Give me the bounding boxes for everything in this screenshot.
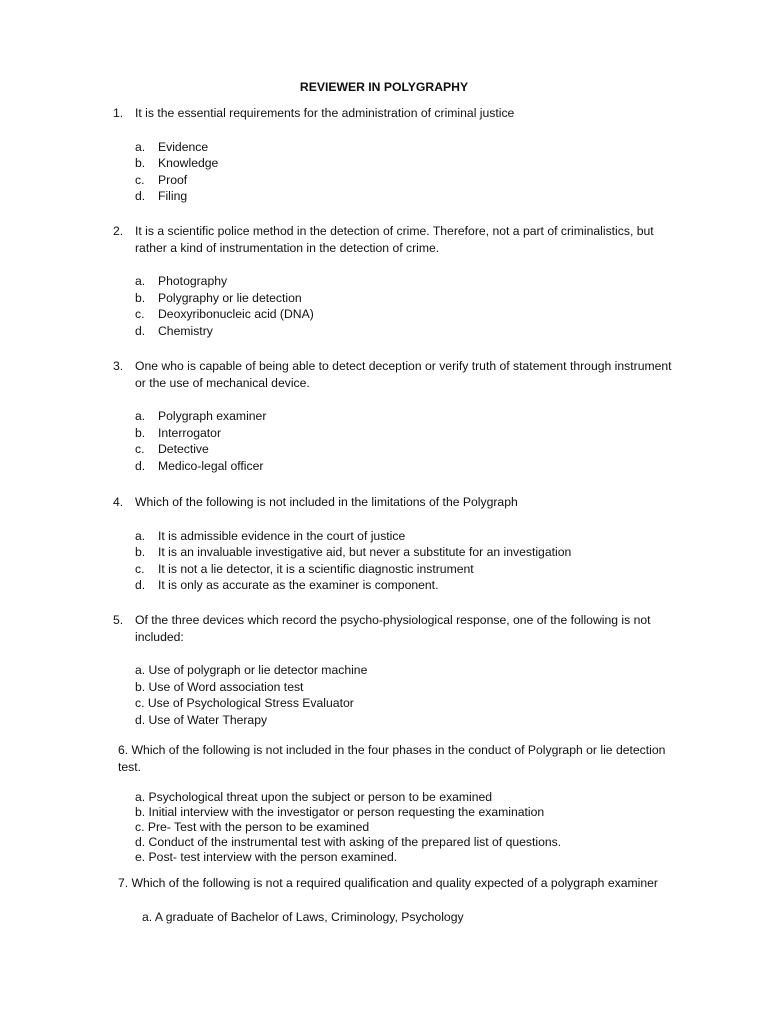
option-text: Medico-legal officer bbox=[158, 458, 264, 473]
option-letter: c. bbox=[135, 307, 145, 321]
option-list bbox=[135, 662, 683, 728]
option-text: Detective bbox=[158, 442, 209, 456]
option-item bbox=[135, 139, 683, 156]
question-number: 2. bbox=[113, 224, 124, 238]
option-text: Deoxyribonucleic acid (DNA) bbox=[158, 307, 314, 321]
question-text: It is a scientific police method in the detection of crime. Therefore, not a part of criminalistics, but rather a kind of instrumentation in the detection of crime. bbox=[135, 224, 654, 255]
option-list bbox=[113, 528, 683, 594]
option-letter: a. bbox=[135, 139, 146, 154]
option-letter: d. bbox=[135, 578, 146, 592]
option-item bbox=[135, 306, 683, 323]
option-item bbox=[135, 544, 683, 561]
option-item bbox=[135, 408, 683, 425]
option-letter: b. bbox=[135, 290, 146, 305]
option-letter: c. bbox=[135, 442, 145, 456]
option-text: It is not a lie detector, it is a scientific diagnostic instrument bbox=[158, 561, 474, 576]
question-number: 1. bbox=[113, 106, 124, 120]
option-text: Photography bbox=[158, 274, 228, 288]
option-item: b. Initial interview with the investigator or person requesting the examination bbox=[135, 805, 545, 819]
option-item: a. Psychological threat upon the subject or person to be examined bbox=[135, 790, 493, 804]
option-item bbox=[135, 290, 683, 307]
option-item bbox=[135, 188, 683, 205]
option-letter: b. bbox=[135, 545, 146, 559]
option-text: Evidence bbox=[158, 139, 209, 154]
option-item bbox=[135, 577, 683, 594]
option-item: a. Use of polygraph or lie detector machine bbox=[135, 663, 368, 677]
option-list bbox=[113, 139, 683, 205]
question-text: One who is capable of being able to detect deception or verify truth of statement through instrument or the use of mechanical device. bbox=[135, 359, 672, 390]
question-7 bbox=[118, 875, 678, 925]
question-number: 3. bbox=[113, 359, 124, 373]
question-6 bbox=[118, 742, 678, 865]
option-letter: a. bbox=[135, 274, 146, 288]
question-4 bbox=[113, 494, 683, 594]
option-item: c. Pre- Test with the person to be examined bbox=[135, 820, 370, 834]
question-1 bbox=[113, 105, 683, 205]
option-item: b. Use of Word association test bbox=[135, 679, 304, 694]
option-letter: c. bbox=[135, 172, 145, 187]
question-5 bbox=[113, 612, 683, 728]
option-letter: a. bbox=[135, 528, 146, 543]
option-text: Polygraph examiner bbox=[158, 409, 267, 423]
question-number: 4. bbox=[113, 495, 124, 509]
option-letter: c. bbox=[135, 561, 145, 576]
option-item bbox=[135, 172, 683, 189]
option-item: c. Use of Psychological Stress Evaluator bbox=[135, 696, 354, 710]
question-text: Of the three devices which record the psycho-physiological response, one of the following is not included: bbox=[135, 613, 651, 644]
option-item: a. A graduate of Bachelor of Laws, Criminology, Psychology bbox=[142, 909, 464, 924]
option-item bbox=[135, 273, 683, 290]
question-number: 5. bbox=[113, 613, 124, 627]
option-letter: a. bbox=[135, 409, 146, 423]
option-text: It is an invaluable investigative aid, but never a substitute for an investigation bbox=[158, 545, 572, 559]
option-text: Filing bbox=[158, 189, 188, 203]
question-text: Which of the following is not included in the limitations of the Polygraph bbox=[135, 495, 518, 509]
question-text: 6. Which of the following is not included in the four phases in the conduct of Polygraph or lie detection test. bbox=[118, 743, 666, 774]
option-item bbox=[135, 155, 683, 172]
option-letter: b. bbox=[135, 425, 146, 440]
option-item bbox=[135, 528, 683, 545]
option-list bbox=[142, 909, 678, 926]
option-list bbox=[113, 273, 683, 339]
option-text: Chemistry bbox=[158, 323, 213, 338]
option-item bbox=[135, 458, 683, 475]
question-3 bbox=[113, 358, 683, 474]
question-2 bbox=[113, 223, 683, 339]
option-text: It is admissible evidence in the court of justice bbox=[158, 528, 406, 543]
option-item bbox=[135, 441, 683, 458]
option-letter: b. bbox=[135, 156, 146, 170]
option-text: Proof bbox=[158, 172, 188, 187]
option-item bbox=[135, 323, 683, 340]
option-list bbox=[113, 408, 683, 474]
option-letter: d. bbox=[135, 458, 146, 473]
option-item: e. Post- test interview with the person examined. bbox=[135, 850, 398, 864]
option-text: Polygraphy or lie detection bbox=[158, 290, 302, 305]
option-item bbox=[135, 425, 683, 442]
option-letter: d. bbox=[135, 189, 146, 203]
option-item: d. Use of Water Therapy bbox=[135, 712, 268, 727]
question-text: 7. Which of the following is not a required qualification and quality expected of a polygraph examiner bbox=[118, 876, 658, 890]
option-item bbox=[135, 561, 683, 578]
document-title: REVIEWER IN POLYGRAPHY bbox=[299, 80, 469, 94]
question-text: It is the essential requirements for the administration of criminal justice bbox=[135, 106, 515, 120]
option-item: d. Conduct of the instrumental test with asking of the prepared list of questions. bbox=[135, 835, 562, 849]
option-list bbox=[135, 790, 678, 865]
option-text: Interrogator bbox=[158, 425, 222, 440]
option-letter: d. bbox=[135, 323, 146, 338]
option-text: Knowledge bbox=[158, 156, 219, 170]
option-text: It is only as accurate as the examiner is component. bbox=[158, 578, 439, 592]
